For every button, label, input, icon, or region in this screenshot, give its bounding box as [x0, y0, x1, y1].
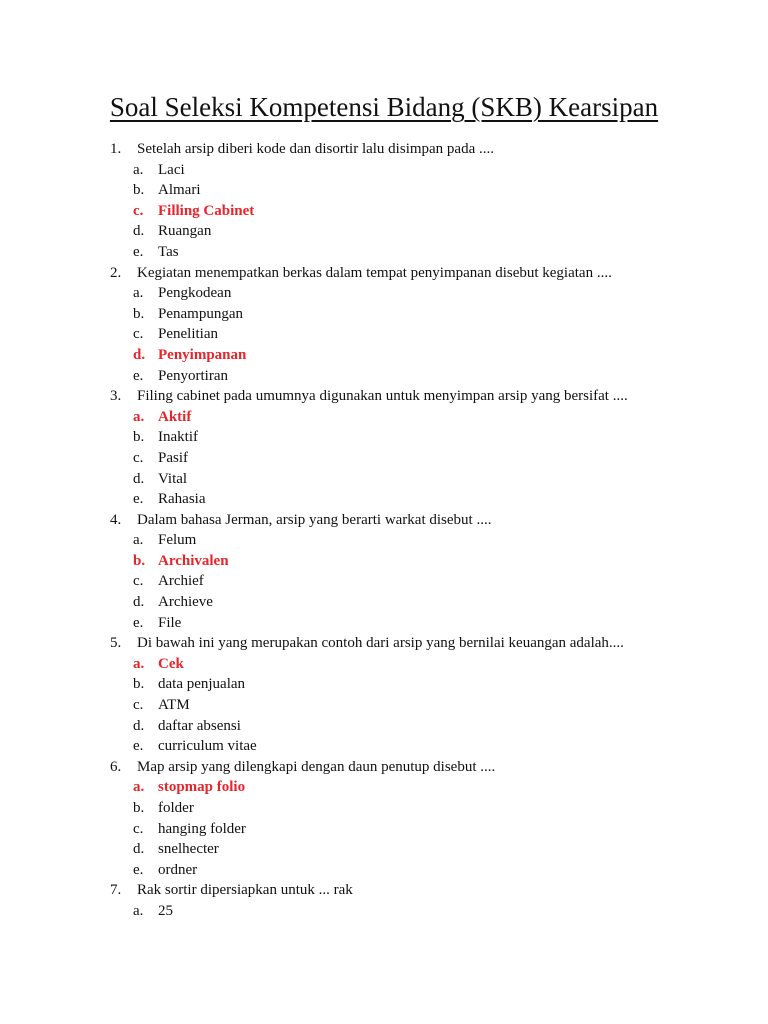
answer-option — [133, 860, 730, 881]
option-letter: c. — [133, 326, 144, 343]
question-stem — [110, 263, 730, 284]
answer-option — [133, 716, 730, 737]
option-text: Ruangan — [158, 223, 212, 240]
answer-option — [133, 489, 730, 510]
answer-option — [133, 469, 730, 490]
question-number: 6. — [110, 758, 122, 775]
answer-option — [133, 613, 730, 634]
option-letter: a. — [133, 161, 144, 178]
option-text: Penyortiran — [158, 367, 228, 384]
correct-answer-option — [133, 407, 730, 428]
answer-option — [133, 901, 730, 922]
answer-option — [133, 530, 730, 551]
option-letter: a. — [133, 779, 145, 796]
option-text: Laci — [158, 161, 185, 178]
option-letter: d. — [133, 717, 145, 734]
question-number: 5. — [110, 635, 122, 652]
option-letter: e. — [133, 491, 144, 508]
option-letter: b. — [133, 800, 145, 816]
question-stem — [110, 633, 730, 654]
question-stem — [110, 386, 730, 407]
question-stem — [110, 139, 730, 160]
answer-option — [133, 695, 730, 716]
option-letter: e. — [133, 243, 144, 260]
option-letter: c. — [133, 449, 144, 466]
option-letter: a. — [133, 408, 145, 425]
answer-options — [110, 654, 730, 757]
question-number: 3. — [110, 388, 122, 405]
option-text: Inaktif — [158, 429, 198, 446]
option-text: ordner — [158, 861, 198, 878]
answer-option — [133, 819, 730, 840]
answer-option — [133, 592, 730, 613]
option-text: Vital — [158, 470, 188, 487]
option-text: Cek — [158, 655, 184, 672]
question-number: 2. — [110, 264, 122, 281]
question-text: Map arsip yang dilengkapi dengan daun penutup disebut .... — [137, 758, 496, 775]
option-text: Pengkodean — [158, 285, 232, 302]
question-text: Setelah arsip diberi kode dan disortir lalu disimpan pada .... — [137, 141, 494, 157]
question-stem — [110, 757, 730, 778]
answer-options — [110, 407, 730, 510]
question-stem — [110, 510, 730, 531]
question-number: 7. — [110, 882, 122, 899]
question-item — [110, 263, 730, 387]
answer-option — [133, 736, 730, 757]
option-text: File — [158, 614, 182, 631]
answer-option — [133, 571, 730, 592]
question-item — [110, 139, 730, 263]
answer-option — [133, 427, 730, 448]
option-text: daftar absensi — [158, 717, 241, 734]
option-text: Penyimpanan — [158, 346, 247, 363]
option-letter: d. — [133, 470, 145, 487]
option-letter: a. — [133, 285, 144, 302]
question-stem — [110, 880, 730, 901]
question-item — [110, 757, 730, 881]
answer-options — [110, 160, 730, 263]
question-text: Di bawah ini yang merupakan contoh dari arsip yang bernilai keuangan adalah.... — [137, 635, 624, 652]
question-item — [110, 880, 730, 921]
answer-option — [133, 283, 730, 304]
option-text: stopmap folio — [158, 779, 246, 796]
option-text: snelhecter — [158, 841, 219, 858]
answer-option — [133, 304, 730, 325]
option-letter: a. — [133, 532, 144, 549]
option-text: Penampungan — [158, 305, 243, 322]
page-title: Soal Seleksi Kompetensi Bidang (SKB) Kearsipan — [109, 92, 659, 122]
option-letter: e. — [133, 367, 144, 384]
question-item — [110, 633, 730, 757]
option-letter: c. — [133, 820, 144, 837]
option-letter: b. — [133, 429, 145, 446]
option-letter: d. — [133, 346, 146, 363]
option-letter: e. — [133, 738, 144, 755]
question-text: Dalam bahasa Jerman, arsip yang berarti warkat disebut .... — [137, 511, 492, 528]
answer-option — [133, 448, 730, 469]
question-text: Filing cabinet pada umumnya digunakan untuk menyimpan arsip yang bersifat .... — [137, 388, 628, 405]
option-text: data penjualan — [158, 676, 246, 693]
option-letter: c. — [133, 202, 144, 219]
option-text: Archieve — [158, 594, 213, 611]
question-text: Kegiatan menempatkan berkas dalam tempat penyimpanan disebut kegiatan .... — [137, 264, 612, 281]
answer-option — [133, 221, 730, 242]
answer-option — [133, 242, 730, 263]
answer-option — [133, 366, 730, 387]
answer-options — [110, 530, 730, 633]
question-number: 4. — [110, 511, 122, 528]
answer-option — [133, 160, 730, 181]
correct-answer-option — [133, 654, 730, 675]
option-letter: d. — [133, 594, 145, 611]
option-letter: b. — [133, 552, 146, 569]
answer-option — [133, 798, 730, 819]
option-text: Tas — [158, 243, 179, 260]
option-letter: c. — [133, 573, 144, 590]
answer-option — [133, 324, 730, 345]
option-letter: d. — [133, 223, 145, 240]
answer-options — [110, 283, 730, 386]
option-letter: b. — [133, 305, 145, 322]
option-text: ATM — [158, 697, 190, 714]
correct-answer-option — [133, 777, 730, 798]
option-text: Rahasia — [158, 491, 206, 508]
answer-option — [133, 674, 730, 695]
option-text: 25 — [158, 902, 173, 919]
question-text: Rak sortir dipersiapkan untuk ... rak — [137, 882, 353, 899]
option-text: Felum — [158, 532, 197, 549]
option-letter: a. — [133, 902, 144, 919]
option-letter: e. — [133, 861, 144, 878]
correct-answer-option — [133, 201, 730, 222]
option-text: Penelitian — [158, 326, 218, 343]
question-item — [110, 386, 730, 510]
answer-options — [110, 901, 730, 922]
option-text: Archief — [158, 573, 204, 590]
option-text: Almari — [158, 182, 201, 199]
option-letter: a. — [133, 655, 145, 672]
question-item — [110, 510, 730, 634]
option-letter: b. — [133, 182, 145, 199]
option-text: Archivalen — [158, 552, 229, 569]
option-text: hanging folder — [158, 820, 246, 837]
option-letter: d. — [133, 841, 145, 858]
option-text: Filling Cabinet — [158, 202, 255, 219]
correct-answer-option — [133, 345, 730, 366]
correct-answer-option — [133, 551, 730, 572]
option-letter: b. — [133, 676, 145, 693]
option-letter: e. — [133, 614, 144, 631]
option-text: curriculum vitae — [158, 738, 257, 755]
option-text: Aktif — [158, 408, 192, 425]
option-letter: c. — [133, 697, 144, 714]
answer-options — [110, 777, 730, 880]
answer-option — [133, 839, 730, 860]
option-text: folder — [158, 800, 194, 816]
answer-option — [133, 180, 730, 201]
question-list — [110, 139, 730, 922]
option-text: Pasif — [158, 449, 188, 466]
question-number: 1. — [110, 141, 122, 157]
